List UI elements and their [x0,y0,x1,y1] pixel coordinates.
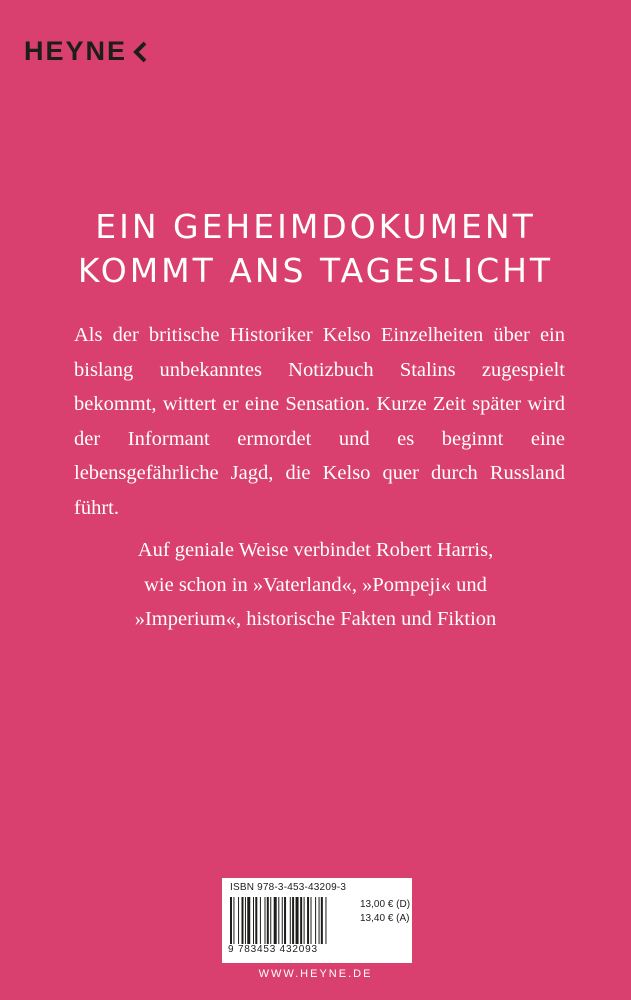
barcode-bar [253,897,254,944]
quote-line-2: wie schon in »Vaterland«, »Pompeji« und [144,573,487,596]
quote-line-3: »Imperium«, historische Fakten und Fiktion [134,608,497,630]
barcode-box [222,878,412,963]
barcode-bar [307,897,309,944]
headline-line-1: EIN GEHEIMDOKUMENT [95,207,536,246]
publisher-logo [24,36,147,67]
barcode-bar [311,897,312,944]
barcode-bar [274,897,277,944]
blurb-text: Als der britische Historiker Kelso Einzelheiten über ein bislang unbekanntes Notizbuch Stalins zugespielt bekommt, wittert er eine Sensation. Kurze Zeit später wird der Informant ermordet und es beginnt eine lebensgefährliche Jagd, die Kelso quer durch Russland führt. [74,324,565,519]
barcode-bar [284,897,286,944]
barcode-bar [296,897,299,944]
barcode-bar [245,897,246,944]
barcode-bar [278,897,279,944]
website-url: WWW.HEYNE.DE [258,968,373,980]
isbn-text: ISBN 978-3-453-43209-3 [230,882,347,893]
publisher-logo-text: HEYNE [24,36,128,66]
headline [0,205,631,293]
barcode-bar [282,897,283,944]
barcode-bar [230,897,232,944]
barcode-bar [267,897,269,944]
barcode-digits: 9 783453 432093 [228,944,318,955]
barcode-bars [228,897,356,944]
barcode-bar [325,897,326,944]
headline-line-2: KOMMT ANS TAGESLICHT [77,251,554,290]
price-austria: 13,40 € (A) [360,913,410,924]
barcode-bar [260,897,261,944]
barcode-bar [304,897,305,944]
barcode-bar [290,897,291,944]
barcode-bar [238,897,239,944]
price-list [360,898,410,926]
barcode-bar [300,897,302,944]
barcode-bar [242,897,244,944]
barcode-bar [319,897,320,944]
barcode-bar [255,897,257,944]
quote-text [40,533,591,637]
price-germany: 13,00 € (D) [360,899,411,910]
barcode-bar [292,897,294,944]
barcode-bar [233,897,234,944]
barcode-bar [247,897,250,944]
barcode-bar [315,897,316,944]
barcode-bar [265,897,266,944]
chevron-left-icon [133,41,147,63]
barcode-bar [270,897,271,944]
barcode-bar [321,897,323,944]
quote-line-1: Auf geniale Weise verbindet Robert Harris, [137,539,494,561]
